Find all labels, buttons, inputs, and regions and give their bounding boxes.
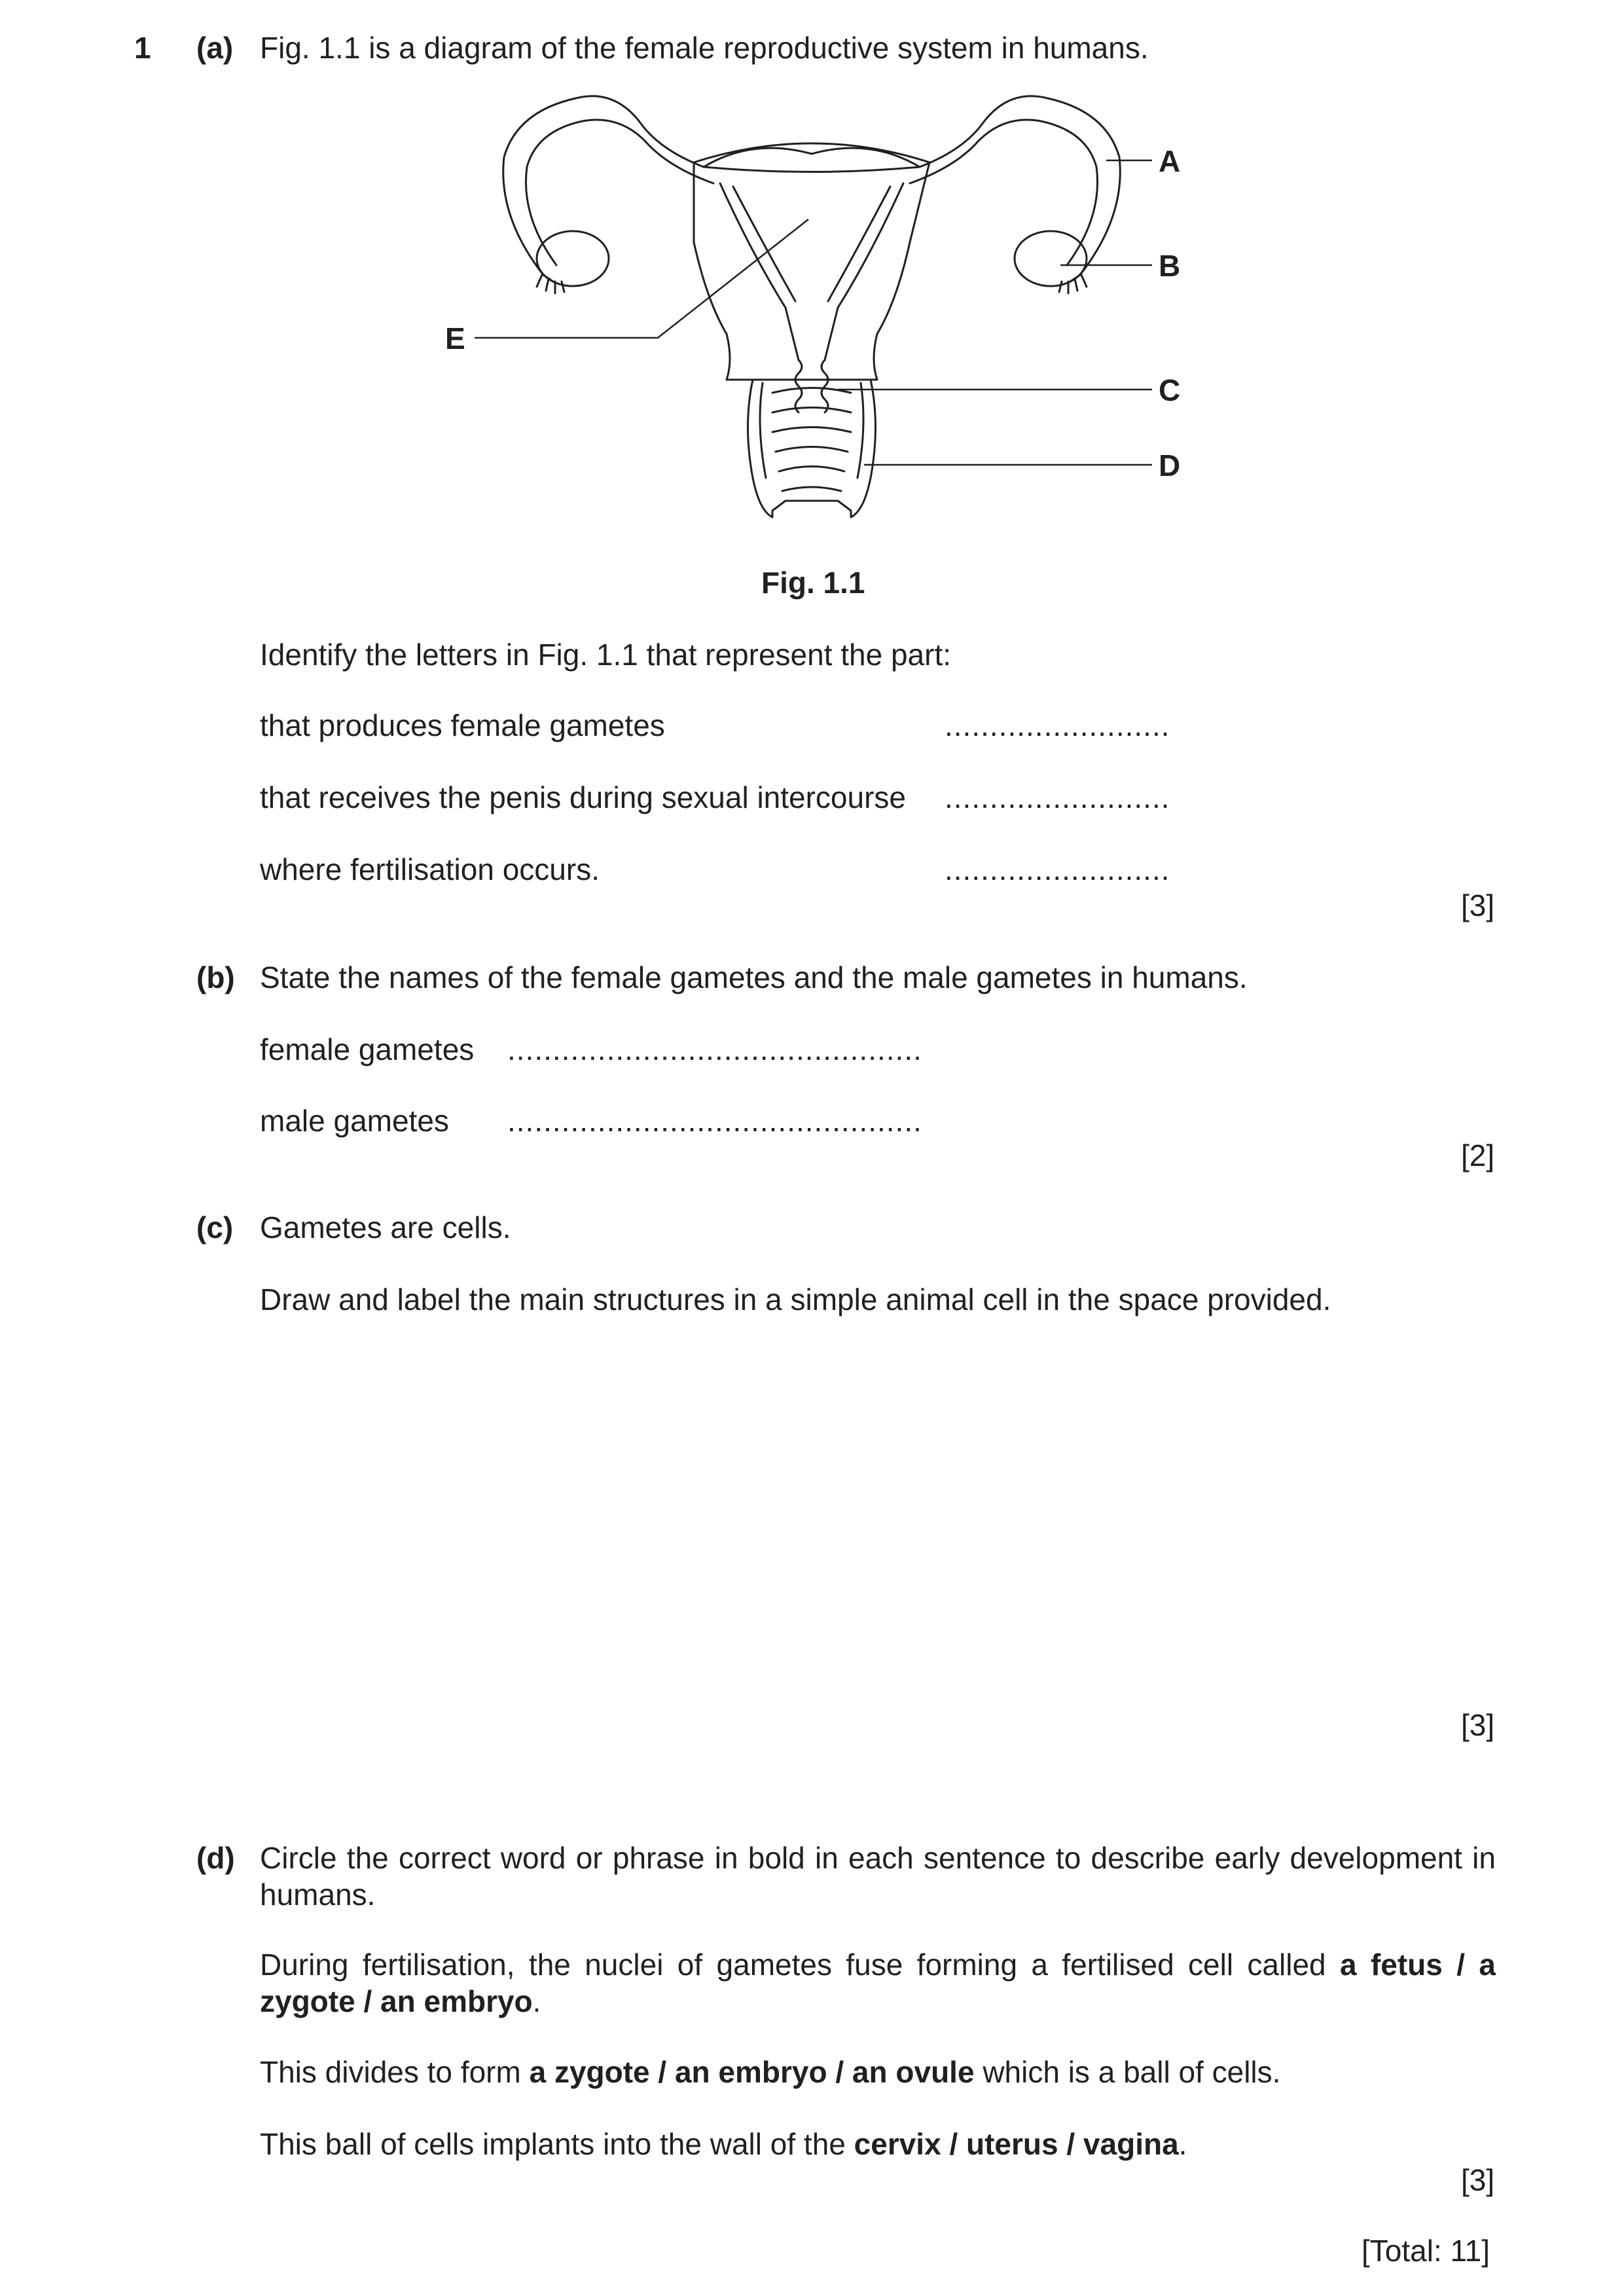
part-a-marks: [3] bbox=[1461, 888, 1495, 922]
part-a-label: (a) bbox=[196, 31, 234, 65]
sentence-3 bbox=[260, 2126, 1187, 2162]
part-a-item-3: where fertilisation occurs. bbox=[260, 852, 600, 886]
uterus-outline bbox=[694, 143, 929, 380]
sentence-1-end: . bbox=[532, 1984, 541, 2018]
label-a: A bbox=[1159, 144, 1181, 178]
part-b-prompt: State the names of the female gametes and the male gametes in humans. bbox=[260, 960, 1248, 994]
part-b-marks: [2] bbox=[1461, 1138, 1495, 1172]
female-gametes-answer[interactable]: .............................................. bbox=[507, 1032, 922, 1066]
part-b-label: (b) bbox=[196, 960, 235, 994]
sentence-2-text: This divides to form bbox=[260, 2055, 530, 2089]
right-oviduct bbox=[920, 96, 1120, 281]
label-c: C bbox=[1159, 373, 1181, 407]
sentence-2 bbox=[260, 2054, 1280, 2090]
drawing-space[interactable] bbox=[260, 1335, 1497, 1689]
part-a-item-1: that produces female gametes bbox=[260, 708, 665, 742]
question-number: 1 bbox=[134, 31, 151, 65]
sentence-3-options[interactable]: cervix / uterus / vagina bbox=[854, 2127, 1179, 2161]
sentence-1-options[interactable]: a fetus / a zygote / an embryo bbox=[260, 1948, 1496, 2018]
sentence-3-text: This ball of cells implants into the wall of the bbox=[260, 2127, 854, 2161]
part-c-line2: Draw and label the main structures in a simple animal cell in the space provided. bbox=[260, 1282, 1331, 1317]
sentence-2-end: which is a ball of cells. bbox=[974, 2055, 1281, 2089]
right-ovary bbox=[1015, 231, 1087, 286]
left-ovary bbox=[537, 231, 609, 286]
part-d-label: (d) bbox=[196, 1841, 235, 1875]
sentence-2-options[interactable]: a zygote / an embryo / an ovule bbox=[529, 2055, 975, 2089]
total-marks: [Total: 11] bbox=[1362, 2234, 1490, 2268]
sentence-3-end: . bbox=[1178, 2127, 1187, 2161]
label-b: B bbox=[1159, 249, 1181, 283]
label-e: E bbox=[445, 321, 465, 355]
left-oviduct bbox=[503, 96, 704, 281]
part-c-marks: [3] bbox=[1461, 1708, 1495, 1742]
label-d: D bbox=[1159, 448, 1181, 482]
part-a-intro: Fig. 1.1 is a diagram of the female reproductive system in humans. bbox=[260, 31, 1149, 65]
male-gametes-answer[interactable]: .............................................. bbox=[507, 1104, 922, 1138]
female-gametes-label: female gametes bbox=[260, 1032, 475, 1066]
label-line-e bbox=[475, 219, 808, 338]
part-c-line1: Gametes are cells. bbox=[260, 1210, 511, 1244]
answer-line-1[interactable]: ......................... bbox=[945, 708, 1170, 742]
reproductive-system-diagram bbox=[445, 85, 1218, 530]
part-d-prompt: Circle the correct word or phrase in bold in each sentence to describe early development in humans. bbox=[260, 1841, 1496, 1912]
sentence-1-text: During fertilisation, the nuclei of gametes fuse forming a fertilised cell called bbox=[260, 1948, 1340, 1982]
answer-line-2[interactable]: ......................... bbox=[945, 780, 1170, 814]
part-c-label: (c) bbox=[196, 1210, 234, 1244]
sentence-1 bbox=[260, 1946, 1496, 2020]
part-d-marks: [3] bbox=[1461, 2163, 1495, 2197]
answer-line-3[interactable]: ......................... bbox=[945, 852, 1170, 886]
part-a-instruction: Identify the letters in Fig. 1.1 that represent the part: bbox=[260, 638, 952, 672]
figure-caption: Fig. 1.1 bbox=[761, 566, 865, 600]
male-gametes-label: male gametes bbox=[260, 1104, 449, 1138]
part-a-item-2: that receives the penis during sexual intercourse bbox=[260, 780, 907, 814]
